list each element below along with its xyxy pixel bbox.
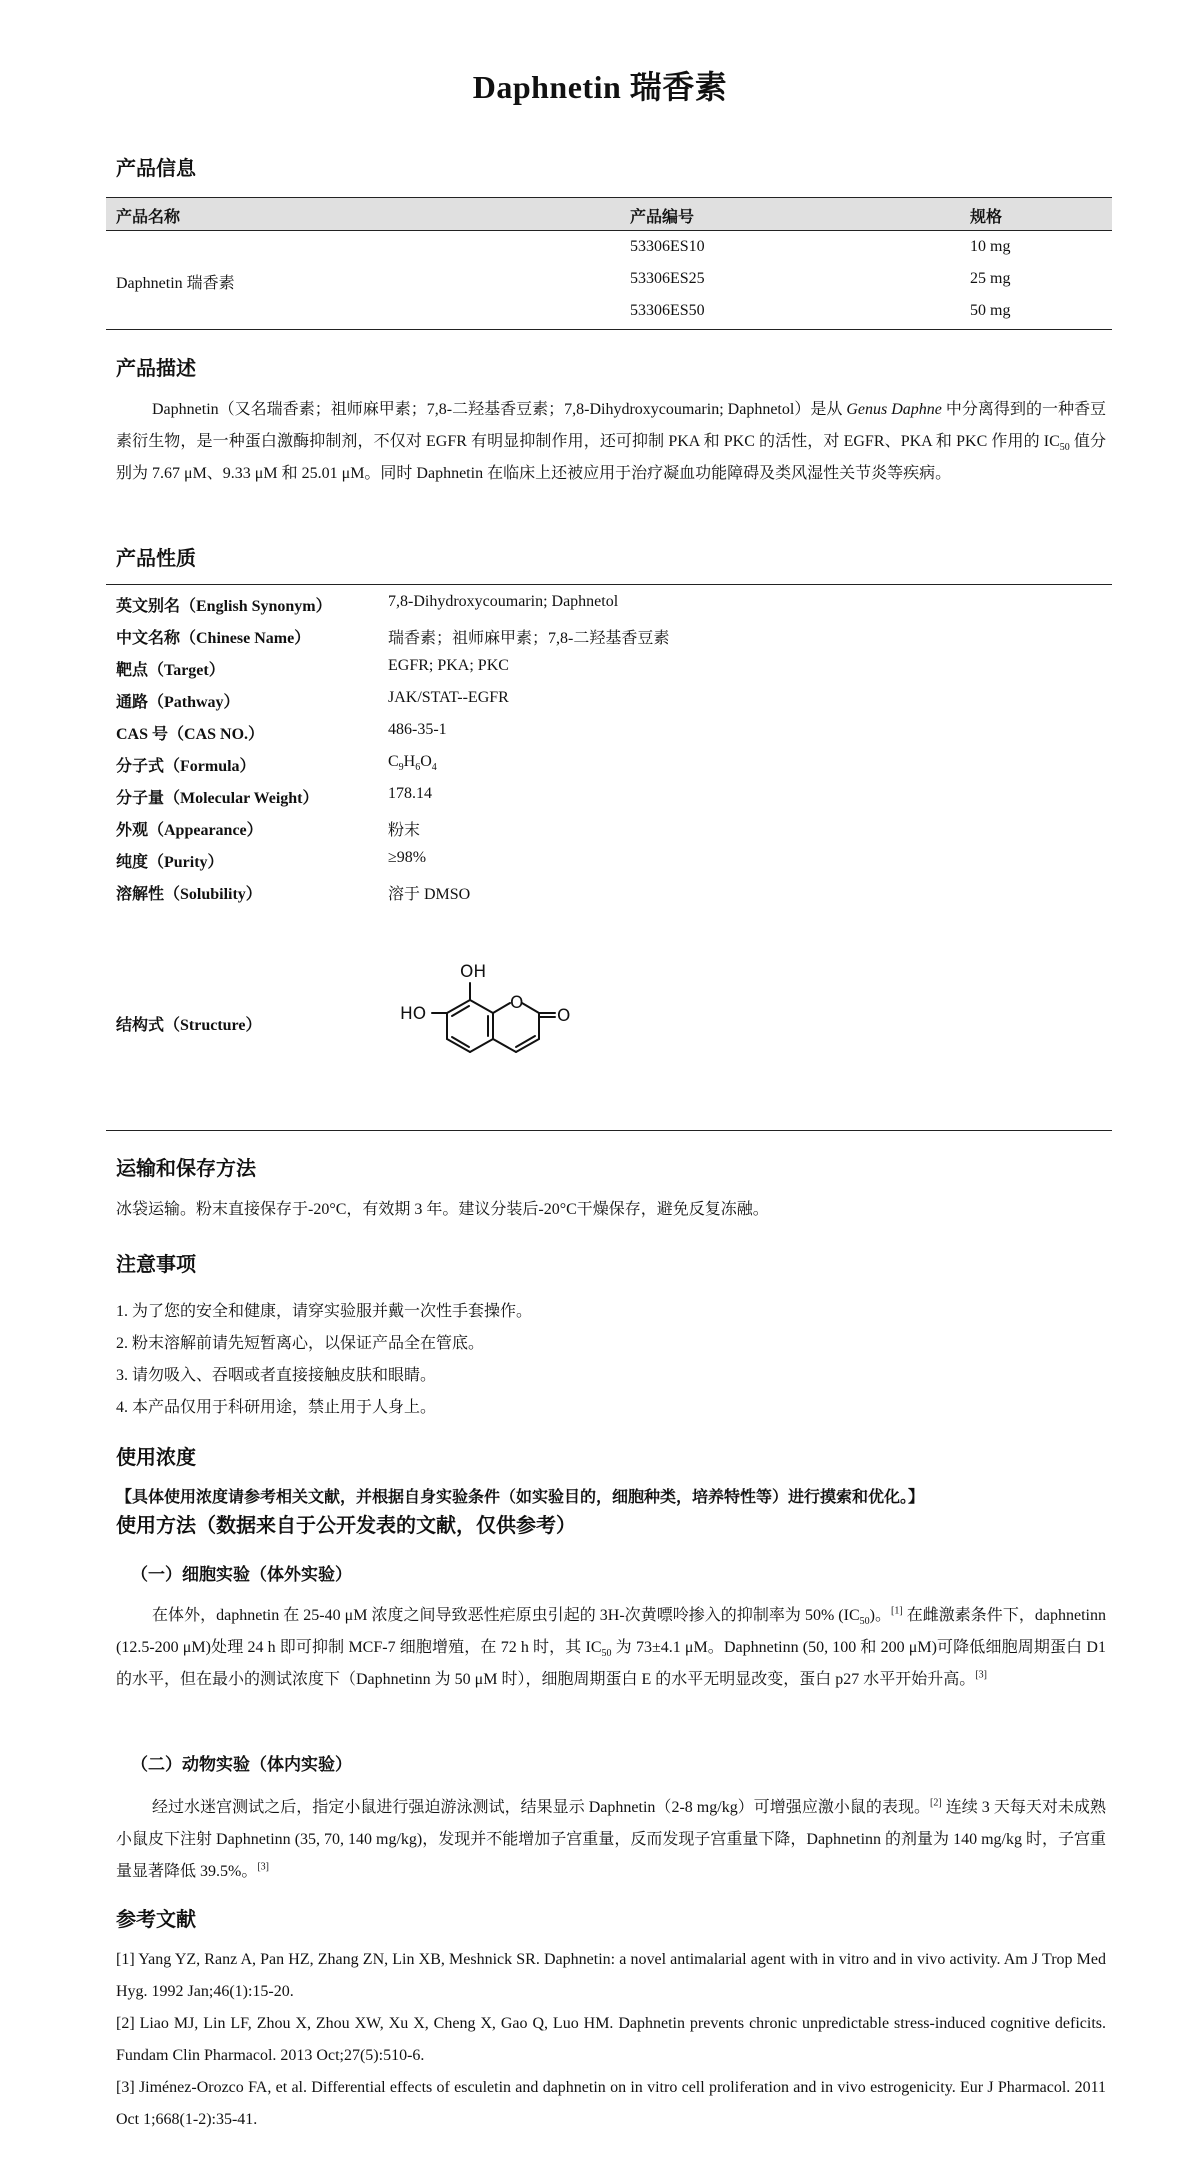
property-value: 瑞香素；祖师麻甲素；7,8-二羟基香豆素 <box>388 630 670 647</box>
table-bottom-rule <box>106 329 1112 330</box>
property-row <box>116 779 1106 811</box>
storage-text: 冰袋运输。粉末直接保存于-20°C，有效期 3 年。建议分装后-20°C干燥保存，避免反复冻融。 <box>116 1201 769 1218</box>
note-item: 1. 为了您的安全和健康，请穿实验服并戴一次性手套操作。 <box>116 1303 533 1320</box>
property-row <box>116 811 1106 843</box>
concentration-heading: 使用浓度 <box>116 1447 196 1469</box>
references-heading: 参考文献 <box>116 1909 196 1931</box>
property-key: 分子量（Molecular Weight） <box>116 790 319 807</box>
property-row <box>116 683 1106 715</box>
product-spec-cell: 25 mg <box>970 270 1011 287</box>
product-table-header <box>106 197 1112 231</box>
property-key: 中文名称（Chinese Name） <box>116 630 311 647</box>
citation: [3] <box>975 1669 987 1681</box>
property-key: 通路（Pathway） <box>116 694 240 711</box>
ho-label: HO <box>400 1004 427 1024</box>
usage-heading: 使用方法（数据来自于公开发表的文献，仅供参考） <box>116 1515 576 1537</box>
structure-diagram <box>380 955 580 1075</box>
notes-heading: 注意事项 <box>116 1254 196 1276</box>
col-name-header: 产品名称 <box>116 209 181 226</box>
reference-item: [2] Liao MJ, Lin LF, Zhou X, Zhou XW, Xu X, Cheng X, Gao Q, Luo HM. Daphnetin prevents chronic unpredictable stress-induced cognitive deficits. Fundam Clin Pharmacol. 2013 Oct;27(5):510-6. <box>116 2015 1106 2064</box>
animal-experiment-heading: （二）动物实验（体内实验） <box>131 1755 352 1774</box>
product-spec-cell: 10 mg <box>970 238 1011 255</box>
property-row <box>116 875 1106 907</box>
reference-item: [1] Yang YZ, Ranz A, Pan HZ, Zhang ZN, Lin XB, Meshnick SR. Daphnetin: a novel antimalarial agent with in vitro and in vivo activity. Am J Trop Med Hyg. 1992 Jan;46(1):15-20. <box>116 1951 1106 2000</box>
storage-heading: 运输和保存方法 <box>116 1158 256 1180</box>
citation: [2] <box>930 1797 942 1809</box>
structure-row <box>116 1006 1106 1038</box>
product-code-cell: 53306ES10 <box>630 238 705 255</box>
property-row <box>116 843 1106 875</box>
property-row <box>116 715 1106 747</box>
property-key: 外观（Appearance） <box>116 822 263 839</box>
cell-experiment-heading: （一）细胞实验（体外实验） <box>131 1565 352 1584</box>
property-row <box>116 651 1106 683</box>
property-value: JAK/STAT--EGFR <box>388 689 509 706</box>
property-value: 7,8-Dihydroxycoumarin; Daphnetol <box>388 593 619 610</box>
cell-experiment-paragraph: 在体外，daphnetin 在 25-40 μM 浓度之间导致恶性疟原虫引起的 3H-次黄嘌呤掺入的抑制率为 50% $(IC_{50})$。[1] 在雌激素条件下，daphnetinn (12.5-200 μM)处理 24 h 即可抑制 MCF-7 细胞增殖，在 72 h 时，其 $IC_{50}$ 为 73±4.1 μM。Daphnetinn (50, 100 和 200 μM)可降低细胞周期蛋白 D1 的水平，但在最小的测试浓度下（Daphnetinn 为 50 μM 时），细胞周期蛋白 E 的水平无明显改变，蛋白 p27 水平开始升高。[3] <box>116 1605 1106 1688</box>
genus-name: Genus Daphne <box>846 401 942 418</box>
citation: [1] <box>891 1605 903 1617</box>
property-key: 靶点（Target） <box>116 662 225 679</box>
citation: [3] <box>257 1861 270 1873</box>
description-paragraph: Daphnetin（又名瑞香素；祖师麻甲素；7,8-二羟基香豆素；7,8-Dihydroxycoumarin; Daphnetol）是从 Genus Daphne 中分离得到的一种香豆素衍生物，是一种蛋白激酶抑制剂，不仅对 EGFR 有明显抑制作用，还可抑制 PKA 和 PKC 的活性，对 EGFR、PKA 和 PKC 作用的 $IC_{50}$ 值分别为 7.67 μM、9.33 μM 和 25.01 μM。同时 Daphnetin 在临床上还被应用于治疗凝血功能障碍及类风湿性关节炎等疾病。 <box>116 401 1106 482</box>
product-spec-cell: 50 mg <box>970 302 1011 319</box>
property-value: 粉末 <box>388 822 421 839</box>
property-key: 溶解性（Solubility） <box>116 886 262 903</box>
properties-top-rule <box>106 584 1112 585</box>
property-row <box>116 747 1106 779</box>
page-title: Daphnetin 瑞香素 <box>472 69 728 105</box>
ring-o-label: O <box>510 993 524 1013</box>
property-value: EGFR; PKA; PKC <box>388 657 509 674</box>
property-value: 178.14 <box>388 785 432 802</box>
property-row <box>116 619 1106 651</box>
description-heading: 产品描述 <box>116 358 196 380</box>
property-key: CAS 号（CAS NO.） <box>116 726 265 743</box>
property-key: 英文别名（English Synonym） <box>116 598 332 615</box>
structure-label: 结构式（Structure） <box>116 1017 262 1034</box>
col-spec-header: 规格 <box>970 209 1003 226</box>
property-value: 溶于 DMSO <box>388 886 471 903</box>
property-value: ≥98% <box>388 849 427 866</box>
reference-item: [3] Jiménez-Orozco FA, et al. Differential effects of esculetin and daphnetin on in vitro cell proliferation and in vivo estrogenicity. Eur J Pharmacol. 2011 Oct 1;668(1-2):35-41. <box>116 2079 1106 2128</box>
product-code-cell: 53306ES50 <box>630 302 705 319</box>
property-row <box>116 587 1106 619</box>
property-key: 分子式（Formula） <box>116 758 256 775</box>
carbonyl-o-label: O <box>557 1006 571 1026</box>
property-key: 纯度（Purity） <box>116 854 224 871</box>
note-item: 3. 请勿吸入、吞咽或者直接接触皮肤和眼睛。 <box>116 1367 437 1384</box>
product-name-cell: Daphnetin 瑞香素 <box>116 275 235 292</box>
molecular-formula: $C_9H_6O_4$ <box>388 753 437 774</box>
animal-experiment-paragraph: 经过水迷宫测试之后，指定小鼠进行强迫游泳测试，结果显示 Daphnetin（2-8 mg/kg）可增强应激小鼠的表现。[2] 连续 3 天每天对未成熟小鼠皮下注射 Daphnetinn (35, 70, 140 mg/kg)，发现并不能增加子宫重量，反而发现子宫重量下降，Daphnetinn 的剂量为 140 mg/kg 时，子宫重量显著降低 39.5%。[3] <box>116 1797 1106 1880</box>
oh-label: OH <box>460 962 487 982</box>
properties-bottom-rule <box>106 1130 1112 1131</box>
concentration-text: 【具体使用浓度请参考相关文献，并根据自身实验条件（如实验目的，细胞种类，培养特性等）进行摸索和优化。】 <box>116 1489 925 1506</box>
properties-heading: 产品性质 <box>116 548 196 570</box>
col-code-header: 产品编号 <box>630 209 695 226</box>
property-value: 486-35-1 <box>388 721 447 738</box>
note-item: 2. 粉末溶解前请先短暂离心，以保证产品全在管底。 <box>116 1335 485 1352</box>
note-item: 4. 本产品仅用于科研用途，禁止用于人身上。 <box>116 1399 437 1416</box>
product-code-cell: 53306ES25 <box>630 270 705 287</box>
product-info-heading: 产品信息 <box>116 158 196 180</box>
